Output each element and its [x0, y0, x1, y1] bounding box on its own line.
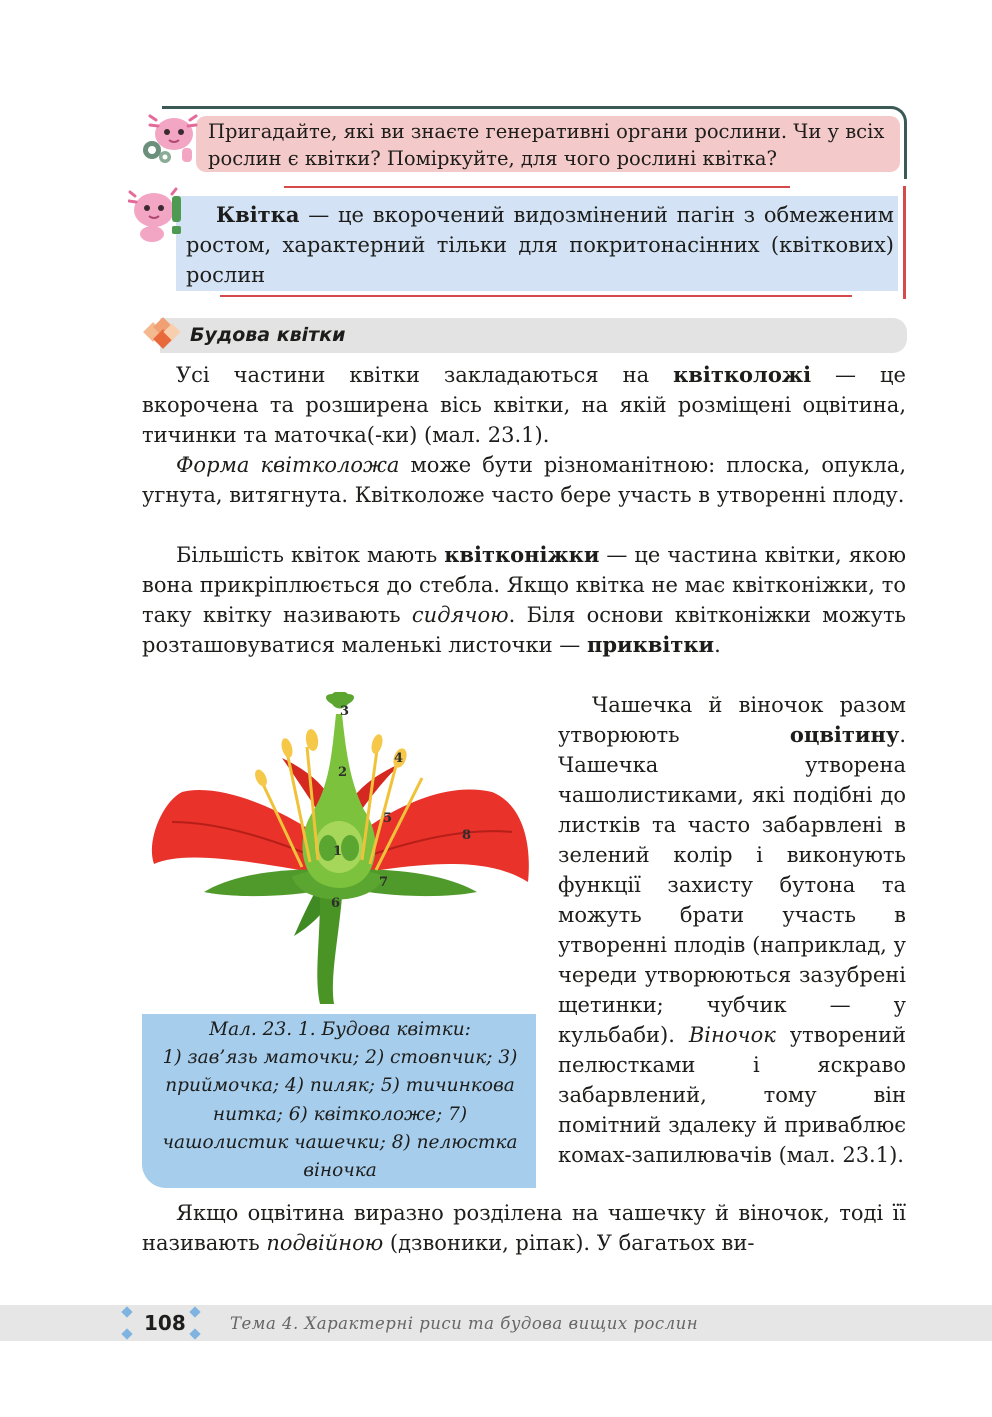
paragraph-receptacle-shape: Форма квітколожа може бути різноманітною: плоска, опукла, угнута, витягнута. Квітколоже часто бере участь в утворенні плоду. [142, 453, 906, 507]
figure-caption [150, 1016, 530, 1185]
flower-diagram [142, 692, 536, 1012]
label-7: 7 [379, 875, 389, 890]
definition-line-right [903, 186, 906, 299]
question-text: Пригадайте, які ви знаєте генеративні органи рослини. Чи у всіх рослин є квітки? Поміркуйте, для чого рослині квітка? [208, 120, 885, 170]
paragraph-receptacle: Усі частини квітки закладаються на квітколожі — це вкорочена та розширена вісь квітки, на якій розміщені оцвітина, тичинки та маточка(-ки) (мал. 23.1). [142, 362, 906, 447]
label-2: 2 [338, 765, 348, 780]
definition-text [186, 200, 894, 290]
section-title: Будова квітки [190, 324, 346, 346]
definition-body: — це вкорочений видозмінений пагін з обмеженим ростом, характерний тільки для покритонасінних (квіткових) рослин [186, 203, 894, 287]
axolotl-gears-icon [138, 110, 198, 166]
definition-line-bottom [220, 295, 852, 297]
label-1: 1 [333, 844, 343, 859]
label-5: 5 [383, 811, 393, 826]
label-4: 4 [394, 751, 404, 766]
axolotl-exclamation-icon [128, 186, 186, 244]
paragraph-perianth: Чашечка й віночок разом утворюють оцвітину. Чашечка утворена чашолистиками, які подібні до листків та часто забарвлені в зелений колір і виконують функції захисту бутона та можуть брати участь в утворенні плодів (наприклад, у череди утворюються зазубрені щетинки; чубчик — у кульбаби). Віночок утворений пелюстками і яскраво забарвлений, тому він помітний здалеку й приваблює комах-запилювачів (мал. 23.1). [558, 693, 906, 1167]
caption-body: 1) зав’язь маточки; 2) стовпчик; 3) приймочка; 4) пиляк; 5) тичинкова нитка; 6) квітколоже; 7) чашолистик чашечки; 8) пелюстка віночка [162, 1047, 518, 1182]
page-number: 108 [144, 1311, 186, 1335]
label-8: 8 [462, 828, 472, 843]
definition-line-top [284, 186, 790, 188]
paragraph-double-perianth: Якщо оцвітина виразно розділена на чашечку й віночок, тоді її називають подвійною (дзвоники, ріпак). У багатьох ви- [142, 1201, 906, 1255]
diamond-icon [140, 316, 184, 354]
caption-title: Мал. 23. 1. Будова квітки: [209, 1019, 471, 1040]
definition-term: Квітка [216, 202, 300, 227]
label-6: 6 [331, 896, 341, 911]
stem [317, 897, 342, 1004]
label-3-top: 3 [340, 704, 350, 719]
running-footer: Тема 4. Характерні риси та будова вищих рослин [230, 1314, 699, 1333]
paragraph-pedicel: Більшість квіток мають квітконіжки — це частина квітки, якою вона прикріплюється до стебла. Якщо квітка не має квітконіжки, то таку квітку називають сидячою. Біля основи квітконіжки можуть розташовуватися маленькі листочки — приквітки. [142, 542, 906, 657]
